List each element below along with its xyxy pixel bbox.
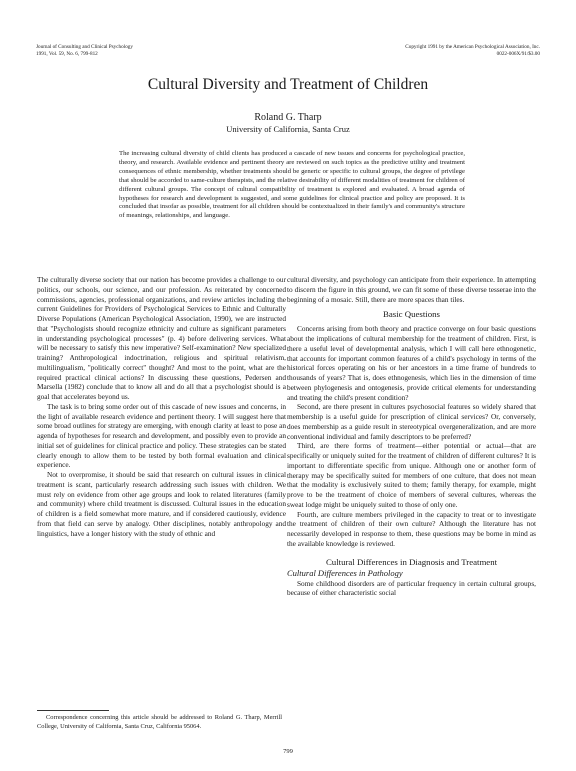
journal-volume: 1991, Vol. 59, No. 6, 799-812	[36, 50, 98, 57]
paper-title: Cultural Diversity and Treatment of Children	[147, 76, 429, 93]
body-paragraph: Fourth, are culture members privileged in the capacity to treat or to investigate the treatment of children of their own culture? Although the literature has not necessarily developed in response to them, these questions may be borne in mind as the available knowledge is reviewed.	[287, 509, 536, 548]
journal-citation	[36, 44, 133, 57]
footnote-rule	[37, 710, 109, 711]
subsection-heading: Cultural Differences in Pathology	[287, 567, 403, 578]
page-number: 799	[283, 748, 293, 755]
author-affiliation: University of California, Santa Cruz	[226, 124, 350, 134]
body-paragraph: Some childhood disorders are of particular frequency in certain cultural groups, because of either characteristic social	[287, 578, 536, 598]
body-paragraph: Second, are there present in cultures psychosocial features so widely shared that membership is a useful guide for prescription of clinical services? Or, conversely, does membership as a guide result in stereotypical overgeneralization, and are more conventional individual and family descriptors to be preferred?	[287, 402, 536, 441]
body-paragraph: cultural diversity, and psychology can anticipate from their experience. In attempting to discern the figure in this ground, we can fit some of these diverse tesserae into the beginning of a mosaic. Still, there are more spaces than tiles.	[287, 275, 536, 304]
section-heading-cultural-differences: Cultural Differences in Diagnosis and Treatment	[325, 556, 498, 567]
left-column	[37, 275, 286, 538]
intro-paragraph: The culturally diverse society that our nation has become provides a challenge to our politics, our schools, our science, and our profession. As reiterated by concerned commissions, agencies, professional organizations, and review articles including the current Guidelines for Providers of Psychological Services to Ethnic and Culturally Diverse Populations (American Psychological Association, 1990), we are instructed that "Psychologists should recognize ethnicity and culture as significant parameters in understanding psychological processes" (p. 4) before delivering services. What will be necessary to satisfy this new imperative? Self-examination? New specialized training? Anthropological indoctrination, religious and spiritual relativism, multilingualism, "politically correct" thought? And most to the point, what are the required practical clinical actions? In discussing these questions, Pedersen and Marsella (1982) conclude that to know all and do all that a psychologist should is a goal that accelerates beyond us.	[37, 275, 286, 401]
body-paragraph: Concerns arising from both theory and practice converge on four basic questions about the implications of cultural membership for the treatment of children. First, is there a useful level of developmental analysis, which I will call here ethnogenetic, that accounts for important common features of a child's psychology in terms of the historical forces operating on his or her ancestors in a time frame of hundreds to thousands of years? That is, does ethnogenesis, which lies in the dimension of time between phylogenesis and ontogenesis, provide critical elements for understanding and treating the child's present condition?	[287, 324, 536, 402]
right-column	[287, 275, 536, 598]
author-name: Roland G. Tharp	[254, 112, 322, 123]
section-heading-basic-questions: Basic Questions	[383, 309, 440, 320]
copyright-notice	[405, 44, 540, 57]
journal-name: Journal of Consulting and Clinical Psychology	[36, 44, 133, 50]
copyright-line: Copyright 1991 by the American Psychological Association, Inc.	[405, 44, 540, 50]
body-paragraph: The task is to bring some order out of this cascade of new issues and concerns, in the light of available research evidence and pertinent theory. I will suggest here that some broad outlines for strategy are emerging, with enough clarity at least to pose an agenda of hypotheses for research and development, and possibly even to provide an initial set of guidelines for clinical practice and policy. These strategies can be stated clearly enough to allow them to be tested by both formal evaluation and clinical experience.	[37, 401, 286, 470]
correspondence-footnote: Correspondence concerning this article should be addressed to Roland G. Tharp, Merrill College, University of California, Santa Cruz, California 95064.	[37, 714, 282, 730]
abstract: The increasing cultural diversity of child clients has produced a cascade of new issues and concerns for psychological practice, theory, and research. Available evidence and pertinent theory are reviewed on such topics as the predictive utility and treatment consequences of ethnic membership, whether treatments should be generic or specific to cultural groups, the degree of privilege that should be accorded to same-culture therapists, and the relative desirability of different modalities of treatment for children of different cultural groups. The concept of cultural compatibility of treatment is explored and evaluated. A broad agenda of hypotheses for research and development is suggested, and some guidelines for clinical practice and policy are proposed. It is concluded that insofar as possible, treatment for all children should be contextualized in their family's and community's structure of meanings, relationships, and language.	[119, 150, 465, 220]
issn-line: 0022-006X/91/$3.00	[496, 50, 540, 57]
body-paragraph: Third, are there forms of treatment—either potential or actual—that are specifically or uniquely suited for the treatment of children of different cultures? It is important to differentiate specific from unique. Although one or another form of therapy may be specifically suited for members of one culture, that does not mean that the modality is exclusively suited to them; family therapy, for example, might prove to be the treatment of choice of members of several cultures, whereas the sweat lodge might be uniquely suited to those of only one.	[287, 441, 536, 509]
body-paragraph: Not to overpromise, it should be said that research on cultural issues in clinical treatment is scant, particularly research addressing such issues with children. We must rely on evidence from other age groups and look to related literatures (family and community) where child treatment is discussed. Cultural issues in the education of children is a field somewhat more mature, and if considered cautiously, evidence from that field can serve by analogy. Other disciplines, notably anthropology and linguistics, have a longer history with the study of ethnic and	[37, 470, 286, 538]
